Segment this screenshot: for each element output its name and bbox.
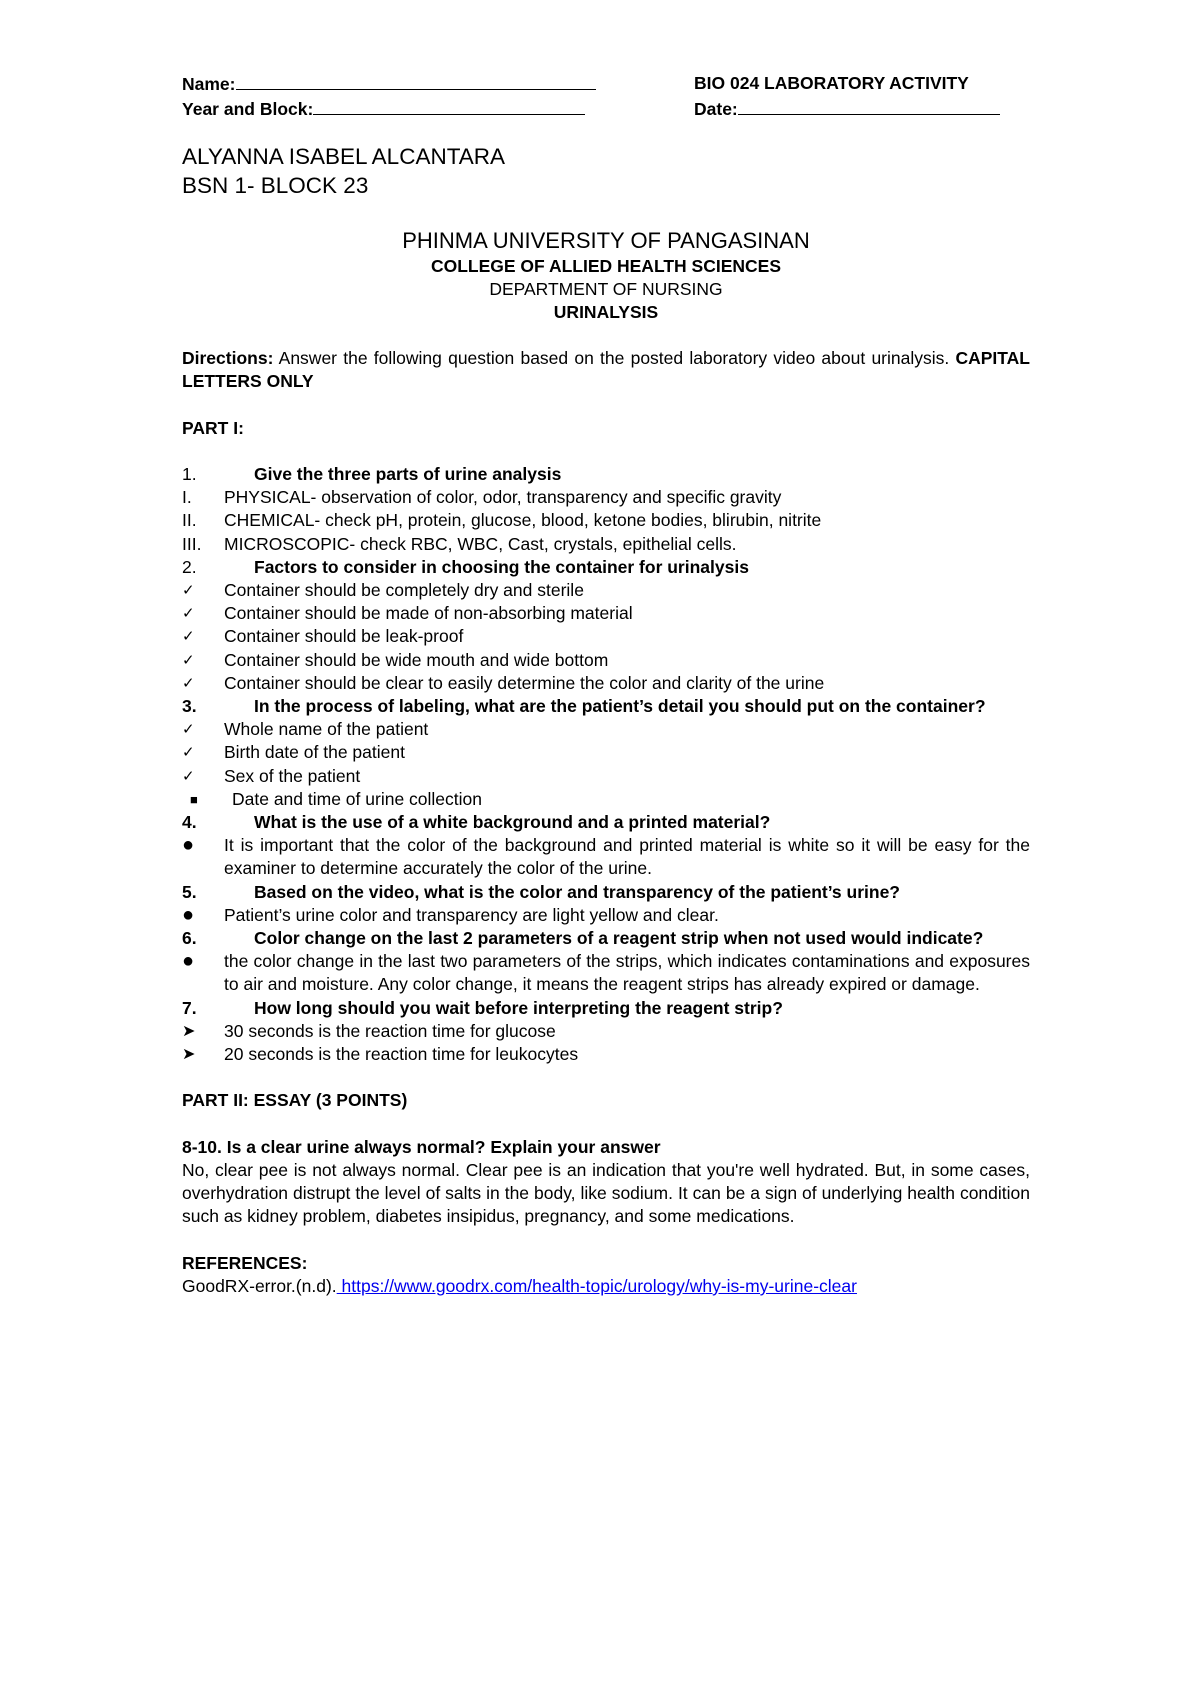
reference-entry	[182, 1275, 1030, 1298]
question-3-number: 3.	[182, 696, 197, 717]
header-row-1	[182, 72, 1030, 97]
list-item-text: Container should be clear to easily determine the color and clarity of the urine	[224, 672, 825, 693]
question-5	[182, 881, 1030, 904]
question-6	[182, 927, 1030, 950]
list-item-text: CHEMICAL- check pH, protein, glucose, blood, ketone bodies, blirubin, nitrite	[224, 510, 822, 531]
question-2-number: 2.	[182, 556, 197, 577]
list-item	[182, 788, 1030, 811]
check-icon: ✓	[182, 721, 195, 739]
university-name: PHINMA UNIVERSITY OF PANGASINAN	[402, 228, 810, 253]
list-item-text: 30 seconds is the reaction time for glucose	[224, 1020, 556, 1041]
arrow-bullet-icon: ➤	[182, 1022, 196, 1040]
year-blank	[313, 97, 585, 115]
date-label: Date:	[694, 98, 738, 119]
question-5-number: 5.	[182, 881, 197, 902]
list-item-text: Container should be leak-proof	[224, 626, 464, 647]
list-item-text: Container should be wide mouth and wide bottom	[224, 649, 609, 670]
reference-link[interactable]: https://www.goodrx.com/health-topic/urology/why-is-my-urine-clear	[336, 1276, 857, 1297]
name-blank	[236, 72, 596, 90]
reference-citation: GoodRX-error.(n.d).	[182, 1276, 337, 1297]
list-item	[182, 579, 1030, 602]
question-6-text: Color change on the last 2 parameters of a reagent strip when not used would indicate?	[254, 928, 984, 949]
bullet-dot-icon: ●	[182, 834, 195, 857]
question-6-number: 6.	[182, 928, 197, 949]
question-3	[182, 695, 1030, 718]
date-field	[694, 97, 1000, 122]
question-1-number: 1.	[182, 463, 197, 484]
student-block	[182, 143, 1030, 200]
list-item	[182, 718, 1030, 741]
roman-numeral: III.	[182, 533, 202, 554]
list-item-text: Birth date of the patient	[224, 742, 405, 763]
roman-numeral: II.	[182, 510, 197, 531]
question-1-text: Give the three parts of urine analysis	[254, 463, 562, 484]
check-icon: ✓	[182, 674, 195, 692]
list-item-text: Container should be completely dry and sterile	[224, 580, 584, 600]
subject-title: URINALYSIS	[553, 302, 659, 322]
list-item-text: Container should be made of non-absorbing material	[224, 603, 633, 624]
question-4	[182, 811, 1030, 834]
student-section: BSN 1- BLOCK 23	[182, 172, 369, 198]
check-icon: ✓	[182, 744, 195, 762]
list-item	[182, 509, 1030, 532]
answer-text: the color change in the last two parameters of the strips, which indicates contaminations and exposures to air and moisture. Any color change, it means the reagent strips has already expired or damage.	[224, 951, 1030, 995]
check-icon: ✓	[182, 767, 195, 785]
arrow-bullet-icon: ➤	[182, 1046, 196, 1064]
directions-label: Directions:	[182, 348, 274, 368]
question-3-text: In the process of labeling, what are the patient’s detail you should put on the container?	[254, 696, 986, 717]
bullet-dot-icon: ●	[182, 950, 195, 973]
answer-text: It is important that the color of the background and printed material is white so it will be easy for the examiner to determine accurately the color of the urine.	[224, 835, 1030, 879]
question-1	[182, 463, 1030, 486]
department-name: DEPARTMENT OF NURSING	[489, 279, 723, 299]
question-7-text: How long should you wait before interpreting the reagent strip?	[254, 997, 783, 1018]
list-item-text: Sex of the patient	[224, 765, 361, 786]
year-field	[182, 97, 694, 122]
list-item-text: 20 seconds is the reaction time for leukocytes	[224, 1044, 579, 1065]
list-item	[182, 672, 1030, 695]
question-4-number: 4.	[182, 812, 197, 833]
part2-heading: PART II: ESSAY (3 POINTS)	[182, 1090, 408, 1111]
document-content	[182, 72, 1030, 1298]
answer-item	[182, 904, 1030, 927]
list-item-text: Date and time of urine collection	[232, 788, 482, 809]
directions-emphasis: CAPITAL LETTERS ONLY	[182, 348, 1030, 392]
check-icon: ✓	[182, 605, 195, 623]
answer-item	[182, 834, 1030, 880]
list-item	[182, 533, 1030, 556]
answer-text: Patient’s urine color and transparency are light yellow and clear.	[224, 904, 719, 925]
question-7	[182, 997, 1030, 1020]
year-label: Year and Block:	[182, 98, 314, 119]
square-bullet-icon: ■	[190, 791, 198, 807]
question-4-text: What is the use of a white background and a printed material?	[254, 812, 771, 833]
references-heading: REFERENCES:	[182, 1252, 308, 1273]
question-2-text: Factors to consider in choosing the container for urinalysis	[254, 556, 749, 577]
question-2	[182, 556, 1030, 579]
list-item	[182, 1043, 1030, 1066]
name-label: Name:	[182, 74, 236, 94]
question-7-number: 7.	[182, 997, 197, 1018]
directions	[182, 347, 1030, 393]
bullet-dot-icon: ●	[182, 903, 195, 926]
check-icon: ✓	[182, 628, 195, 646]
check-icon: ✓	[182, 651, 195, 669]
college-name: COLLEGE OF ALLIED HEALTH SCIENCES	[430, 256, 781, 276]
title-block	[182, 226, 1030, 324]
list-item	[182, 1020, 1030, 1043]
student-name: ALYANNA ISABEL ALCANTARA	[182, 144, 506, 169]
list-item	[182, 649, 1030, 672]
list-item-text: Whole name of the patient	[224, 719, 429, 740]
date-blank	[738, 97, 1000, 115]
question-5-text: Based on the video, what is the color and transparency of the patient’s urine?	[254, 881, 900, 902]
essay-question: 8-10. Is a clear urine always normal? Explain your answer	[182, 1136, 661, 1157]
answer-item	[182, 950, 1030, 996]
check-icon: ✓	[182, 582, 195, 599]
list-item-text: PHYSICAL- observation of color, odor, transparency and specific gravity	[224, 487, 782, 508]
list-item	[182, 486, 1030, 509]
course-label: BIO 024 LABORATORY ACTIVITY	[694, 73, 969, 93]
directions-text: Answer the following question based on the posted laboratory video about urinalysis.	[273, 348, 956, 368]
list-item-text: MICROSCOPIC- check RBC, WBC, Cast, crystals, epithelial cells.	[224, 533, 737, 554]
header-row-2	[182, 97, 1030, 122]
list-item	[182, 602, 1030, 625]
essay-answer: No, clear pee is not always normal. Clear pee is an indication that you're well hydrated. But, in some cases, overhydration distrupt the level of salts in the body, like sodium. It can be a sign of underlying health condition such as kidney problem, diabetes insipidus, pregnancy, and some medications.	[182, 1160, 1030, 1227]
roman-numeral: I.	[182, 487, 192, 508]
list-item	[182, 741, 1030, 764]
list-item	[182, 625, 1030, 648]
list-item	[182, 765, 1030, 788]
name-field	[182, 72, 694, 97]
part1-heading: PART I:	[182, 417, 244, 438]
